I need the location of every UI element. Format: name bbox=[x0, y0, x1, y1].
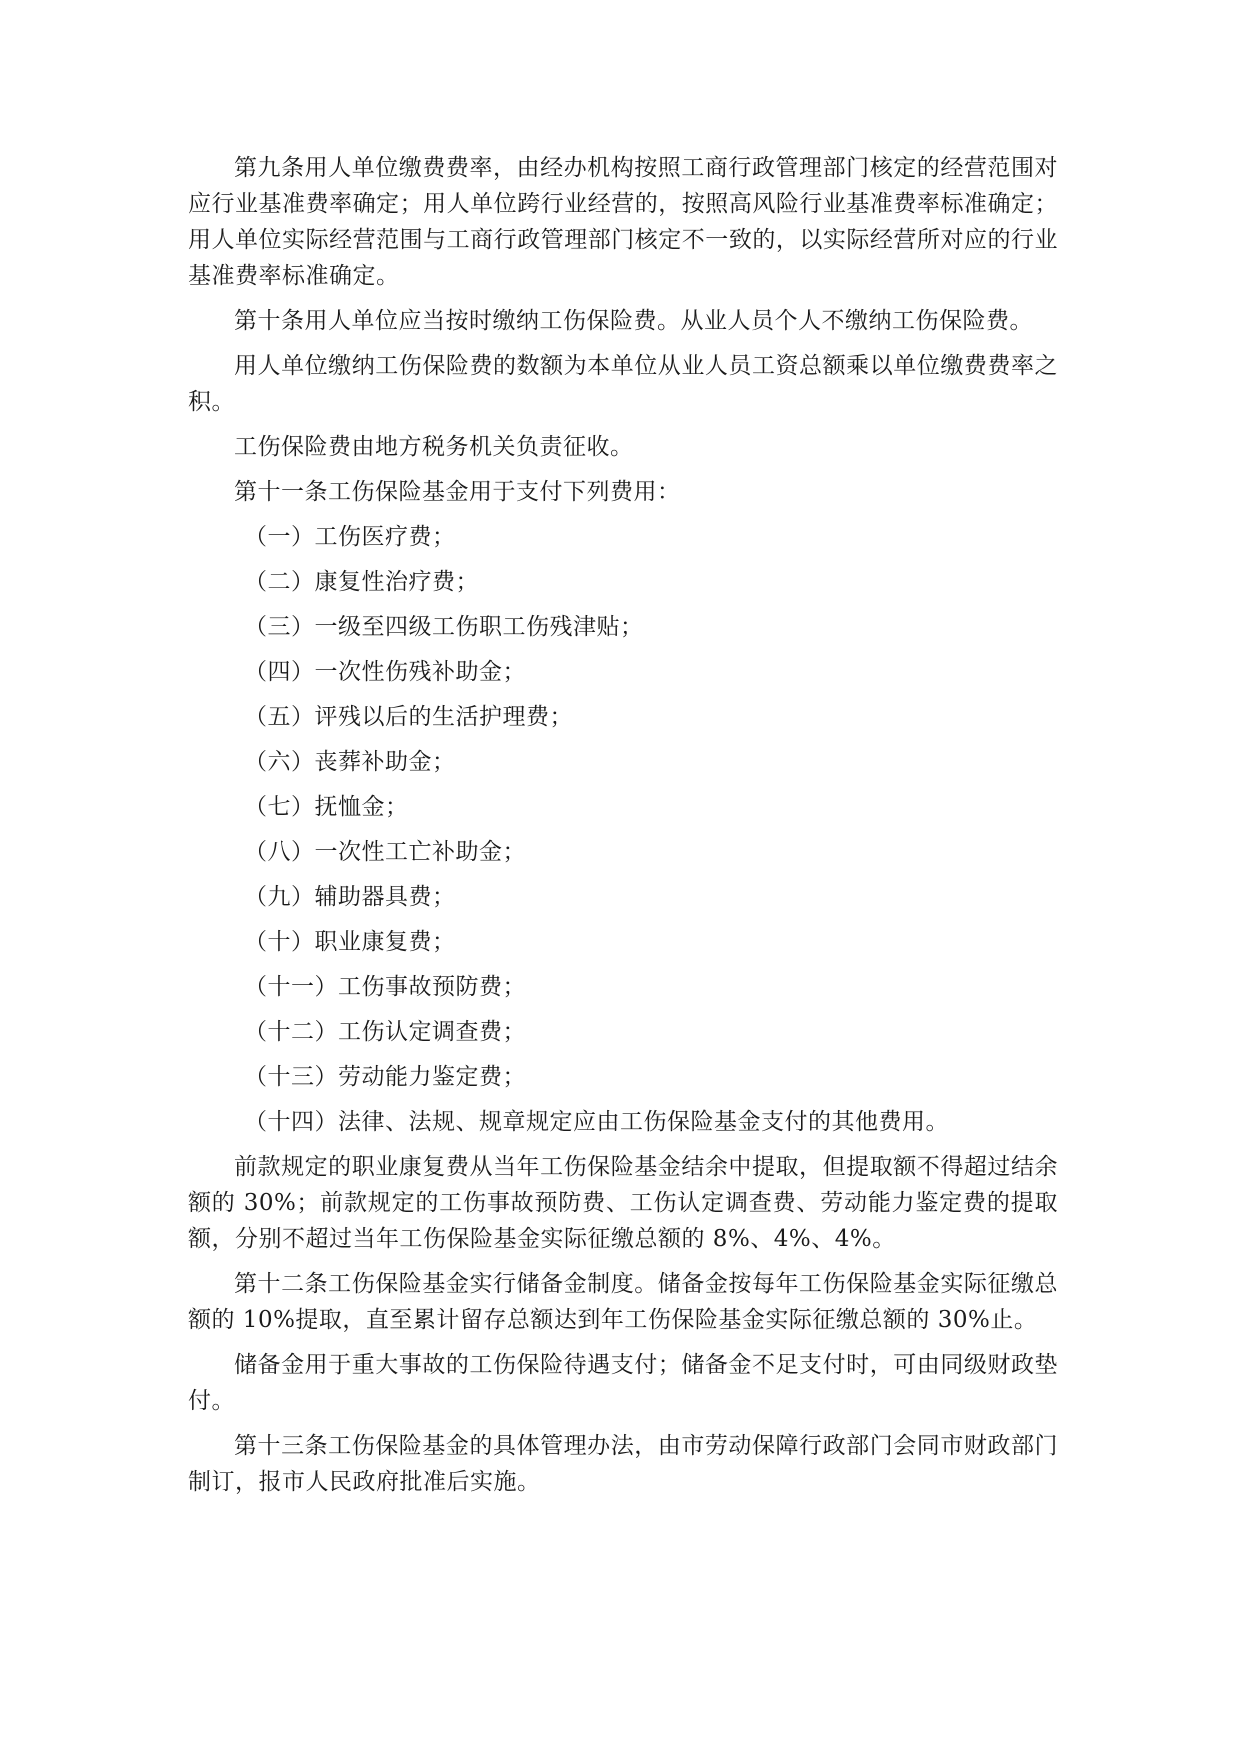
document-body bbox=[188, 150, 1058, 1509]
list-item: （十四）法律、法规、规章规定应由工伤保险基金支付的其他费用。 bbox=[244, 1109, 949, 1135]
collection-authority-paragraph: 工伤保险费由地方税务机关负责征收。 bbox=[234, 434, 634, 460]
article-10-paragraph: 第十条用人单位应当按时缴纳工伤保险费。从业人员个人不缴纳工伤保险费。 bbox=[234, 308, 1033, 334]
list-item: （十一）工伤事故预防费； bbox=[244, 974, 526, 1000]
reserve-use-paragraph: 储备金用于重大事故的工伤保险待遇支付；储备金不足支付时，可由同级财政垫付。 bbox=[188, 1352, 1058, 1414]
list-item: （六）丧葬补助金； bbox=[244, 749, 456, 775]
list-item: （七）抚恤金； bbox=[244, 794, 409, 820]
list-item: （二）康复性治疗费； bbox=[244, 569, 479, 595]
list-item: （八）一次性工亡补助金； bbox=[244, 839, 526, 865]
list-item: （三）一级至四级工伤职工伤残津贴； bbox=[244, 614, 644, 640]
article-9-paragraph: 第九条用人单位缴费费率，由经办机构按照工商行政管理部门核定的经营范围对应行业基准费率确定；用人单位跨行业经营的，按照高风险行业基准费率标准确定；用人单位实际经营范围与工商行政管理部门核定不一致的，以实际经营所对应的行业基准费率标准确定。 bbox=[188, 155, 1058, 289]
contribution-amount-paragraph: 用人单位缴纳工伤保险费的数额为本单位从业人员工资总额乘以单位缴费费率之积。 bbox=[188, 353, 1058, 415]
list-item: （五）评残以后的生活护理费； bbox=[244, 704, 573, 730]
list-item: （十三）劳动能力鉴定费； bbox=[244, 1064, 526, 1090]
list-item: （四）一次性伤残补助金； bbox=[244, 659, 526, 685]
list-item: （一）工伤医疗费； bbox=[244, 524, 456, 550]
list-item: （九）辅助器具费； bbox=[244, 884, 456, 910]
article-11-paragraph: 第十一条工伤保险基金用于支付下列费用： bbox=[234, 479, 681, 505]
article-13-paragraph: 第十三条工伤保险基金的具体管理办法，由市劳动保障行政部门会同市财政部门制订，报市人民政府批准后实施。 bbox=[188, 1433, 1058, 1495]
list-item: （十二）工伤认定调查费； bbox=[244, 1019, 526, 1045]
extraction-limit-paragraph: 前款规定的职业康复费从当年工伤保险基金结余中提取，但提取额不得超过结余额的 30%；前款规定的工伤事故预防费、工伤认定调查费、劳动能力鉴定费的提取额，分别不超过当年工伤保险基金实际征缴总额的 8%、4%、4%。 bbox=[188, 1154, 1058, 1252]
list-item: （十）职业康复费； bbox=[244, 929, 456, 955]
article-12-paragraph: 第十二条工伤保险基金实行储备金制度。储备金按每年工伤保险基金实际征缴总额的 10%提取，直至累计留存总额达到年工伤保险基金实际征缴总额的 30%止。 bbox=[188, 1271, 1058, 1333]
expense-list bbox=[188, 519, 1058, 1140]
